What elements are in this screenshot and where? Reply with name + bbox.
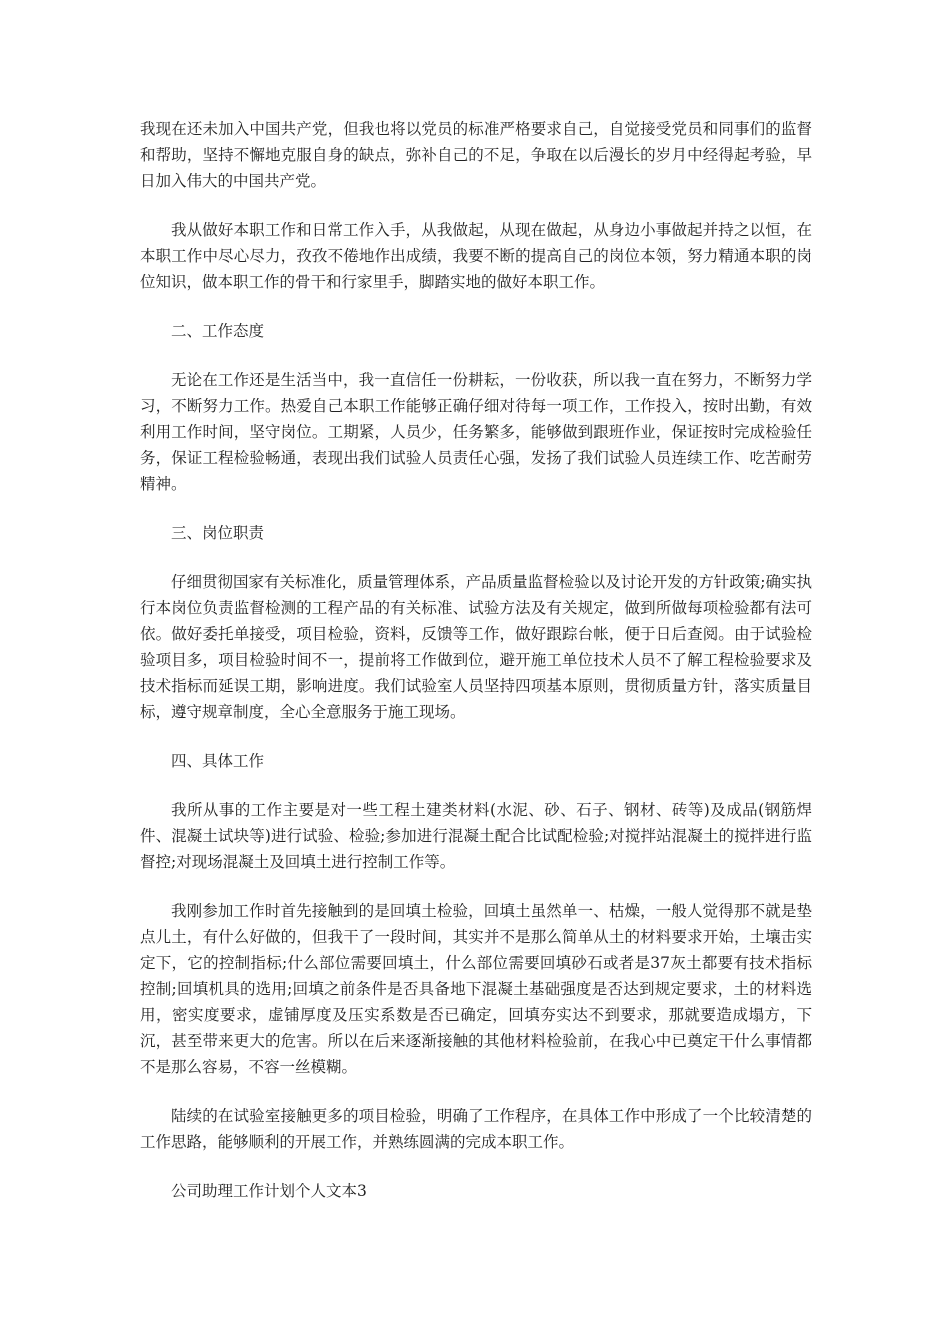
paragraph-2: 我从做好本职工作和日常工作入手，从我做起，从现在做起，从身边小事做起并持之以恒，在本职工作中尽心尽力，孜孜不倦地作出成绩，我要不断的提高自己的岗位本领，努力精通本职的岗位知识，做本职工作的骨干和行家里手，脚踏实地的做好本职工作。 (140, 221, 812, 291)
paragraph-3: 无论在工作还是生活当中，我一直信任一份耕耘，一份收获，所以我一直在努力，不断努力学习，不断努力工作。热爱自己本职工作能够正确仔细对待每一项工作，工作投入，按时出勤，有效利用工作时间，坚守岗位。工期紧，人员少，任务繁多，能够做到跟班作业，保证按时完成检验任务，保证工程检验畅通，表现出我们试验人员责任心强，发扬了我们试验人员连续工作、吃苦耐劳精神。 (140, 371, 812, 493)
paragraph-1: 我现在还未加入中国共产党，但我也将以党员的标准严格要求自己，自觉接受党员和同事们的监督和帮助，坚持不懈地克服自身的缺点，弥补自己的不足，争取在以后漫长的岁月中经得起考验，早日加入伟大的中国共产党。 (140, 120, 812, 190)
section-heading-attitude: 二、工作态度 (171, 322, 265, 340)
paragraph-5: 我所从事的工作主要是对一些工程土建类材料(水泥、砂、石子、钢材、砖等)及成品(钢筋焊件、混凝土试块等)进行试验、检验;参加进行混凝土配合比试配检验;对搅拌站混凝土的搅拌进行监督控;对现场混凝土及回填土进行控制工作等。 (140, 801, 812, 871)
paragraph-7: 陆续的在试验室接触更多的项目检验，明确了工作程序，在具体工作中形成了一个比较清楚的工作思路，能够顺利的开展工作，并熟练圆满的完成本职工作。 (140, 1107, 812, 1151)
section-heading-duties: 三、岗位职责 (171, 524, 265, 542)
section-heading-specific-work: 四、具体工作 (171, 752, 265, 770)
paragraph-4: 仔细贯彻国家有关标准化，质量管理体系，产品质量监督检验以及讨论开发的方针政策;确实执行本岗位负责监督检测的工程产品的有关标准、试验方法及有关规定，做到所做每项检验都有法可依。做好委托单接受，项目检验，资料，反馈等工作，做好跟踪台帐，便于日后查阅。由于试验检验项目多，项目检验时间不一，提前将工作做到位，避开施工单位技术人员不了解工程检验要求及技术指标而延误工期，影响进度。我们试验室人员坚持四项基本原则，贯彻质量方针，落实质量目标，遵守规章制度，全心全意服务于施工现场。 (140, 573, 812, 721)
paragraph-6: 我刚参加工作时首先接触到的是回填土检验，回填土虽然单一、枯燥，一般人觉得那不就是垫点儿土，有什么好做的，但我干了一段时间，其实并不是那么简单从土的材料要求开始，土壤击实定下，它的控制指标;什么部位需要回填土，什么部位需要回填砂石或者是37灰土都要有技术指标控制;回填机具的选用;回填之前条件是否具备地下混凝土基础强度是否达到规定要求，土的材料选用，密实度要求，虚铺厚度及压实系数是否已确定，回填夯实达不到要求，那就要造成塌方，下沉，甚至带来更大的危害。所以在后来逐渐接触的其他材料检验前，在我心中已奠定干什么事情都不是那么容易，不容一丝模糊。 (140, 902, 812, 1076)
document-page (140, 116, 812, 1227)
document-subtitle: 公司助理工作计划个人文本3 (171, 1182, 367, 1200)
